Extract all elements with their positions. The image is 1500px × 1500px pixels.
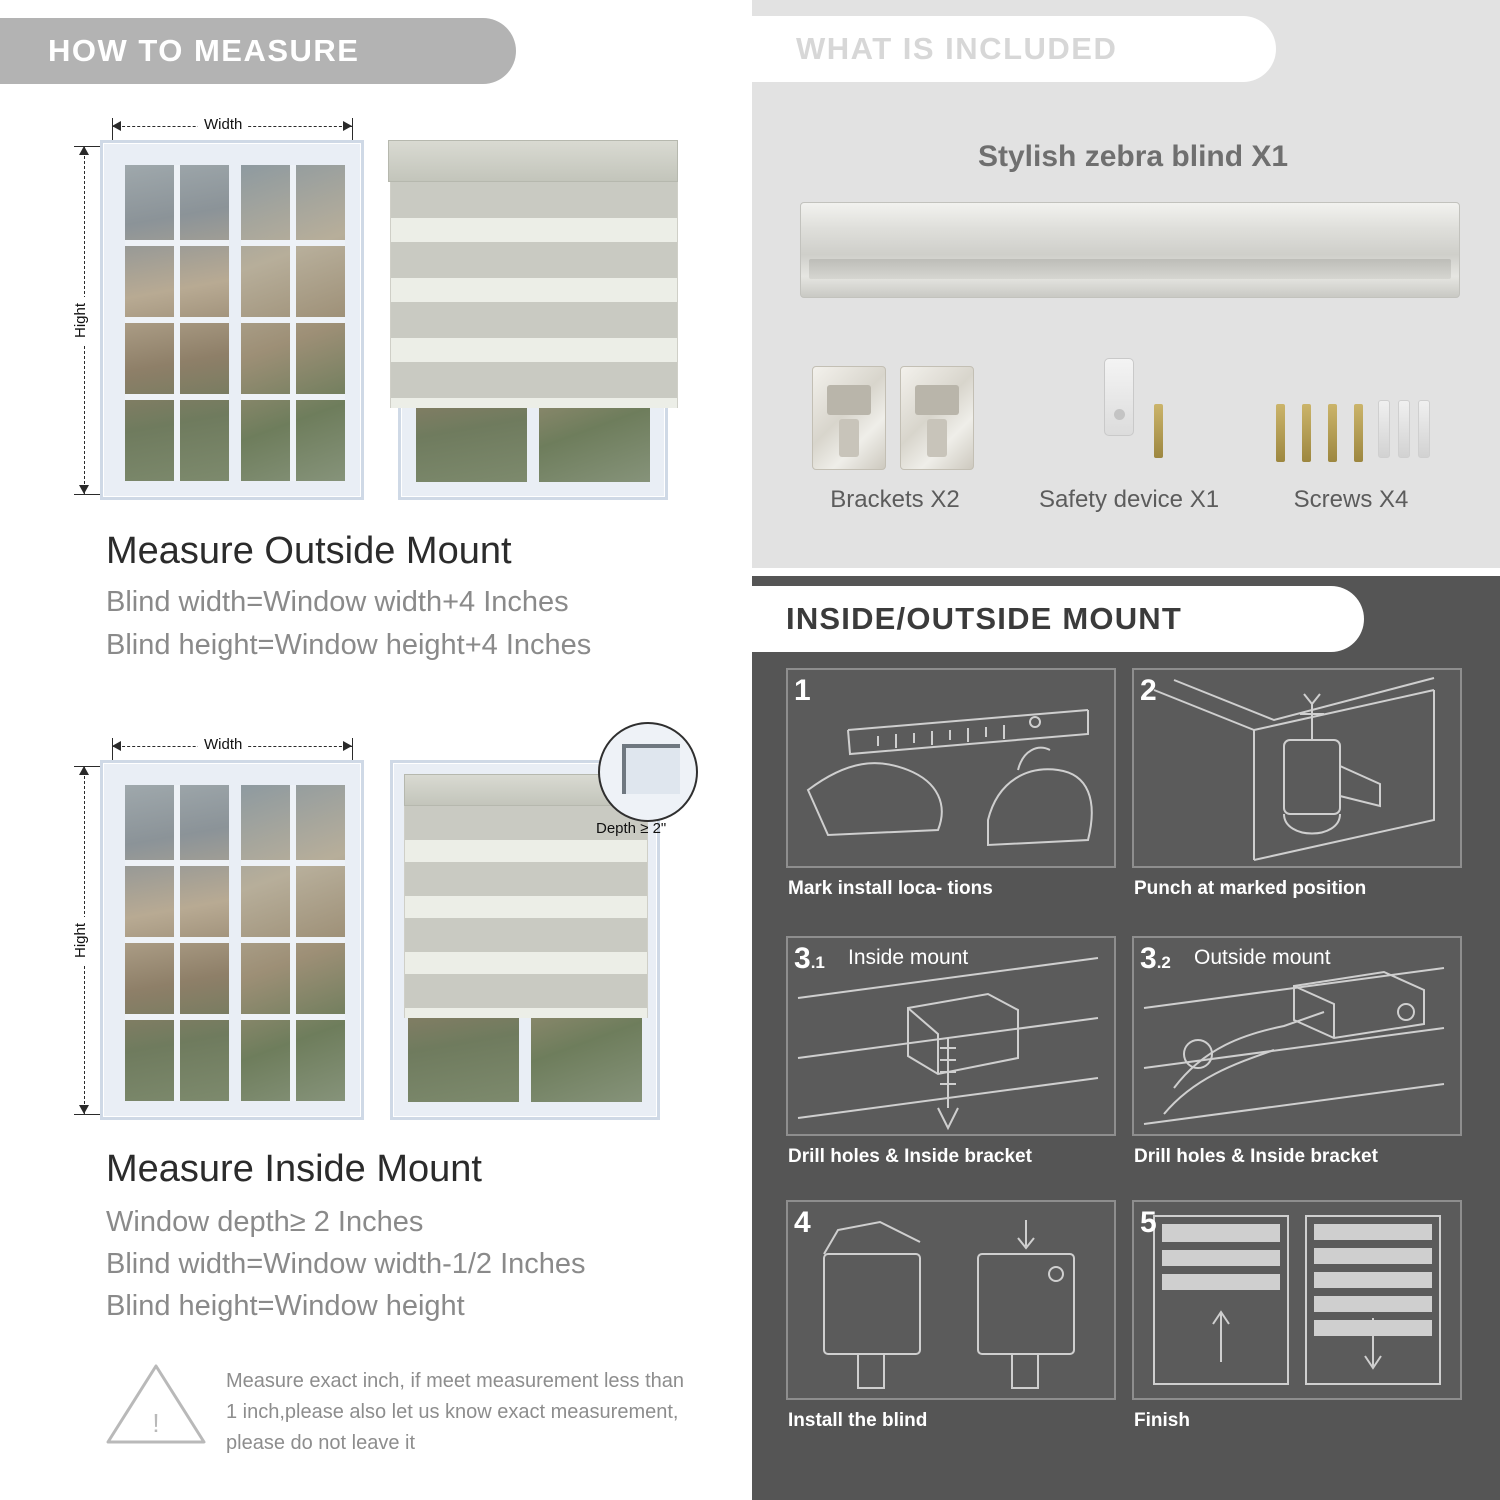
step-1 (786, 668, 1116, 918)
blind-inside-mount-illustration (390, 760, 660, 1120)
inside-mount-line-3: Blind height=Window height (106, 1290, 465, 1322)
inside-outside-mount-title: INSIDE/OUTSIDE MOUNT (786, 601, 1183, 636)
step-5-number: 5 (1140, 1206, 1157, 1239)
warning-triangle-icon (104, 1360, 208, 1448)
how-to-measure-title: HOW TO MEASURE (48, 33, 360, 68)
step-3-2-caption: Drill holes & Inside bracket (1134, 1146, 1378, 1167)
blind-headrail-outside (388, 140, 678, 182)
step-3-1-inline-label: Inside mount (848, 946, 969, 969)
inside-height-tick-bottom (74, 1114, 100, 1115)
screw-3 (1328, 404, 1337, 462)
what-is-included-header (752, 16, 1276, 82)
step-4 (786, 1200, 1116, 1450)
step-2-caption: Punch at marked position (1134, 878, 1367, 899)
how-to-measure-panel (0, 0, 744, 1500)
what-is-included-title: WHAT IS INCLUDED (796, 31, 1118, 66)
step-5-caption: Finish (1134, 1410, 1190, 1431)
step-5 (1132, 1200, 1462, 1450)
outside-width-tick-right (352, 118, 353, 140)
depth-callout-label: Depth ≥ 2" (596, 820, 667, 837)
safety-device-part (1104, 358, 1134, 436)
inside-height-arrow-down (79, 1105, 89, 1114)
step-1-caption: Mark install loca- tions (788, 878, 993, 899)
inside-outside-mount-header (752, 586, 1364, 652)
window-pane-left (125, 165, 229, 481)
headrail-product-image (800, 202, 1460, 298)
screw-2 (1302, 404, 1311, 462)
inside-mount-line-1: Window depth≥ 2 Inches (106, 1206, 424, 1238)
step-4-caption: Install the blind (788, 1410, 928, 1431)
inside-height-tick-top (74, 766, 100, 767)
safety-device-label: Safety device X1 (1038, 486, 1220, 513)
outside-mount-title: Measure Outside Mount (106, 530, 512, 572)
outside-mount-line-1: Blind width=Window width+4 Inches (106, 586, 569, 618)
step-3-2-inline-label: Outside mount (1194, 946, 1331, 969)
outside-width-label: Width (198, 116, 248, 133)
outside-mount-line-2: Blind height=Window height+4 Inches (106, 629, 592, 661)
window-frame-inside (100, 760, 364, 1120)
inside-mount-title: Measure Inside Mount (106, 1148, 482, 1190)
wall-anchor-2 (1398, 400, 1410, 458)
step-4-number: 4 (794, 1206, 811, 1239)
screw-4 (1354, 404, 1363, 462)
wall-anchor-1 (1378, 400, 1390, 458)
window-frame-outside (100, 140, 364, 500)
step-2 (1132, 668, 1462, 918)
included-main-item-label: Stylish zebra blind X1 (978, 140, 1289, 173)
window-pane-right (241, 165, 345, 481)
step-3-2 (1132, 936, 1462, 1186)
step-3-1-caption: Drill holes & Inside bracket (788, 1146, 1032, 1167)
safety-device-screw (1154, 404, 1163, 458)
warning-text: Measure exact inch, if meet measurement less than 1 inch,please also let us know exact measurement, please do not leave it (226, 1370, 684, 1454)
outside-height-label: Hight (72, 297, 89, 344)
step-2-illustration (1134, 670, 1460, 866)
outside-height-arrow-up (79, 146, 89, 155)
inside-width-arrow-left (112, 741, 121, 751)
outside-height-arrow-down (79, 485, 89, 494)
svg-text:!: ! (152, 1408, 160, 1438)
inside-height-label: Hight (72, 917, 89, 964)
bracket-part-1 (812, 366, 886, 470)
step-4-illustration (788, 1202, 1114, 1398)
wall-anchor-3 (1418, 400, 1430, 458)
inside-height-arrow-up (79, 766, 89, 775)
blind-zebra-fabric-inside (404, 806, 648, 1018)
step-2-number: 2 (1140, 674, 1157, 707)
outside-height-tick-top (74, 146, 100, 147)
step-1-number: 1 (794, 674, 811, 707)
bracket-part-2 (900, 366, 974, 470)
blind-outside-mount-illustration (388, 140, 678, 500)
blind-zebra-fabric-outside (390, 182, 678, 408)
inside-mount-line-2: Blind width=Window width-1/2 Inches (106, 1248, 586, 1280)
how-to-measure-header (0, 18, 516, 84)
screws-label: Screws X4 (1293, 486, 1409, 513)
step-3-2-number: 3.2 (1140, 942, 1171, 975)
inside-width-label: Width (198, 736, 248, 753)
step-5-illustration (1134, 1202, 1460, 1398)
outside-width-arrow-left (112, 121, 121, 131)
step-3-1-number: 3.1 (794, 942, 825, 975)
outside-width-arrow-right (343, 121, 352, 131)
inside-width-arrow-right (343, 741, 352, 751)
outside-width-tick-left (112, 118, 113, 140)
step-3-1 (786, 936, 1116, 1186)
screw-1 (1276, 404, 1285, 462)
outside-height-tick-bottom (74, 494, 100, 495)
inside-width-tick-left (112, 738, 113, 760)
inside-width-tick-right (352, 738, 353, 760)
step-1-illustration (788, 670, 1114, 866)
depth-callout-circle (598, 722, 698, 822)
brackets-label: Brackets X2 (830, 486, 960, 513)
